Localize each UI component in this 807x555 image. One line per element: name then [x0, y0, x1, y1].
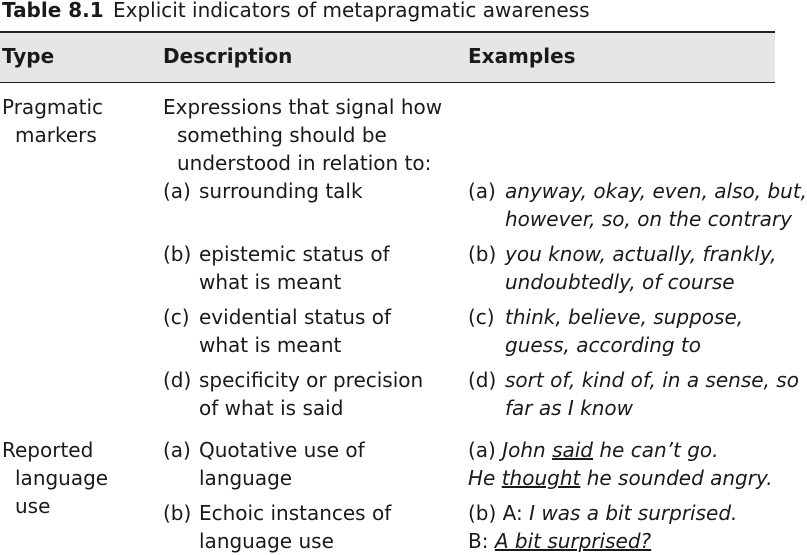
pragmatic-d-ex-line1: sort of, kind of, in a sense, so	[505, 368, 799, 392]
reported-a-ex-l1-pre: John	[502, 438, 553, 462]
type-reported-line1: Reported	[2, 438, 94, 462]
pragmatic-b-ex-line2: undoubtedly, of course	[505, 270, 735, 294]
pragmatic-b-desc-line2: what is meant	[199, 270, 342, 294]
pragmatic-c-ex-line1: think, believe, suppose,	[505, 305, 744, 329]
header-type: Type	[2, 44, 55, 68]
pragmatic-b-ex-line1: you know, actually, frankly,	[505, 242, 777, 266]
reported-a-ex-l2-post: he sounded angry.	[580, 466, 773, 490]
reported-a-desc-line1: Quotative use of	[199, 438, 365, 462]
type-reported-line3: use	[15, 494, 51, 518]
type-pragmatic-line2: markers	[15, 123, 97, 147]
pragmatic-d-ex-line2: far as I know	[505, 396, 634, 420]
pragmatic-c-desc-line1: evidential status of	[199, 305, 392, 329]
pragmatic-d-label: (d)	[163, 368, 192, 392]
reported-a-desc-line2: language	[199, 466, 293, 490]
pragmatic-d-desc-line2: of what is said	[199, 396, 344, 420]
reported-a-example-line1	[468, 436, 718, 464]
reported-a-label: (a)	[163, 438, 191, 462]
reported-b-ex-l1: I was a bit surprised.	[529, 501, 738, 525]
reported-b-label: (b)	[163, 501, 192, 525]
pragmatic-c-ex-label: (c)	[468, 305, 495, 329]
pragmatic-b-ex-label: (b)	[468, 242, 497, 266]
pragmatic-a-ex-label: (a)	[468, 179, 496, 203]
pragmatic-d-desc-line1: specificity or precision	[199, 368, 424, 392]
header-description: Description	[163, 44, 293, 68]
reported-a-example-line2	[468, 464, 773, 492]
reported-a-ex-l2-underlined: thought	[501, 466, 581, 490]
type-pragmatic-line1: Pragmatic	[2, 95, 104, 119]
reported-b-ex-label: (b) A:	[468, 501, 523, 525]
pragmatic-intro-line2: something should be	[177, 123, 387, 147]
reported-b-ex-l2-underlined: A bit surprised?	[494, 529, 652, 553]
reported-a-ex-label: (a)	[468, 438, 496, 462]
type-reported-line2: language	[15, 466, 109, 490]
pragmatic-a-desc: surrounding talk	[199, 179, 363, 203]
pragmatic-a-ex-line1: anyway, okay, even, also, but,	[505, 179, 807, 203]
reported-b-ex-l2-label: B:	[468, 529, 489, 553]
header-rule	[0, 82, 775, 83]
reported-a-ex-l1-underlined: said	[552, 438, 594, 462]
table-title: Explicit indicators of metapragmatic awareness	[113, 0, 590, 22]
pragmatic-a-ex-line2: however, so, on the contrary	[505, 207, 792, 231]
pragmatic-d-ex-label: (d)	[468, 368, 497, 392]
pragmatic-b-label: (b)	[163, 242, 192, 266]
table-number: Table 8.1	[2, 0, 104, 22]
pragmatic-intro-line1: Expressions that signal how	[163, 95, 443, 119]
pragmatic-b-desc-line1: epistemic status of	[199, 242, 390, 266]
reported-a-ex-l2-pre: He	[468, 466, 502, 490]
pragmatic-intro-line3: understood in relation to:	[177, 151, 432, 175]
pragmatic-c-label: (c)	[163, 305, 190, 329]
pragmatic-a-label: (a)	[163, 179, 191, 203]
reported-a-ex-l1-post: he can’t go.	[593, 438, 719, 462]
reported-b-example-line1	[468, 499, 737, 527]
pragmatic-c-ex-line2: guess, according to	[505, 333, 701, 357]
header-band	[0, 33, 775, 82]
pragmatic-c-desc-line2: what is meant	[199, 333, 342, 357]
reported-b-example-line2	[468, 527, 651, 555]
reported-b-desc-line2: language use	[199, 529, 334, 553]
header-examples: Examples	[468, 44, 576, 68]
reported-b-desc-line1: Echoic instances of	[199, 501, 392, 525]
